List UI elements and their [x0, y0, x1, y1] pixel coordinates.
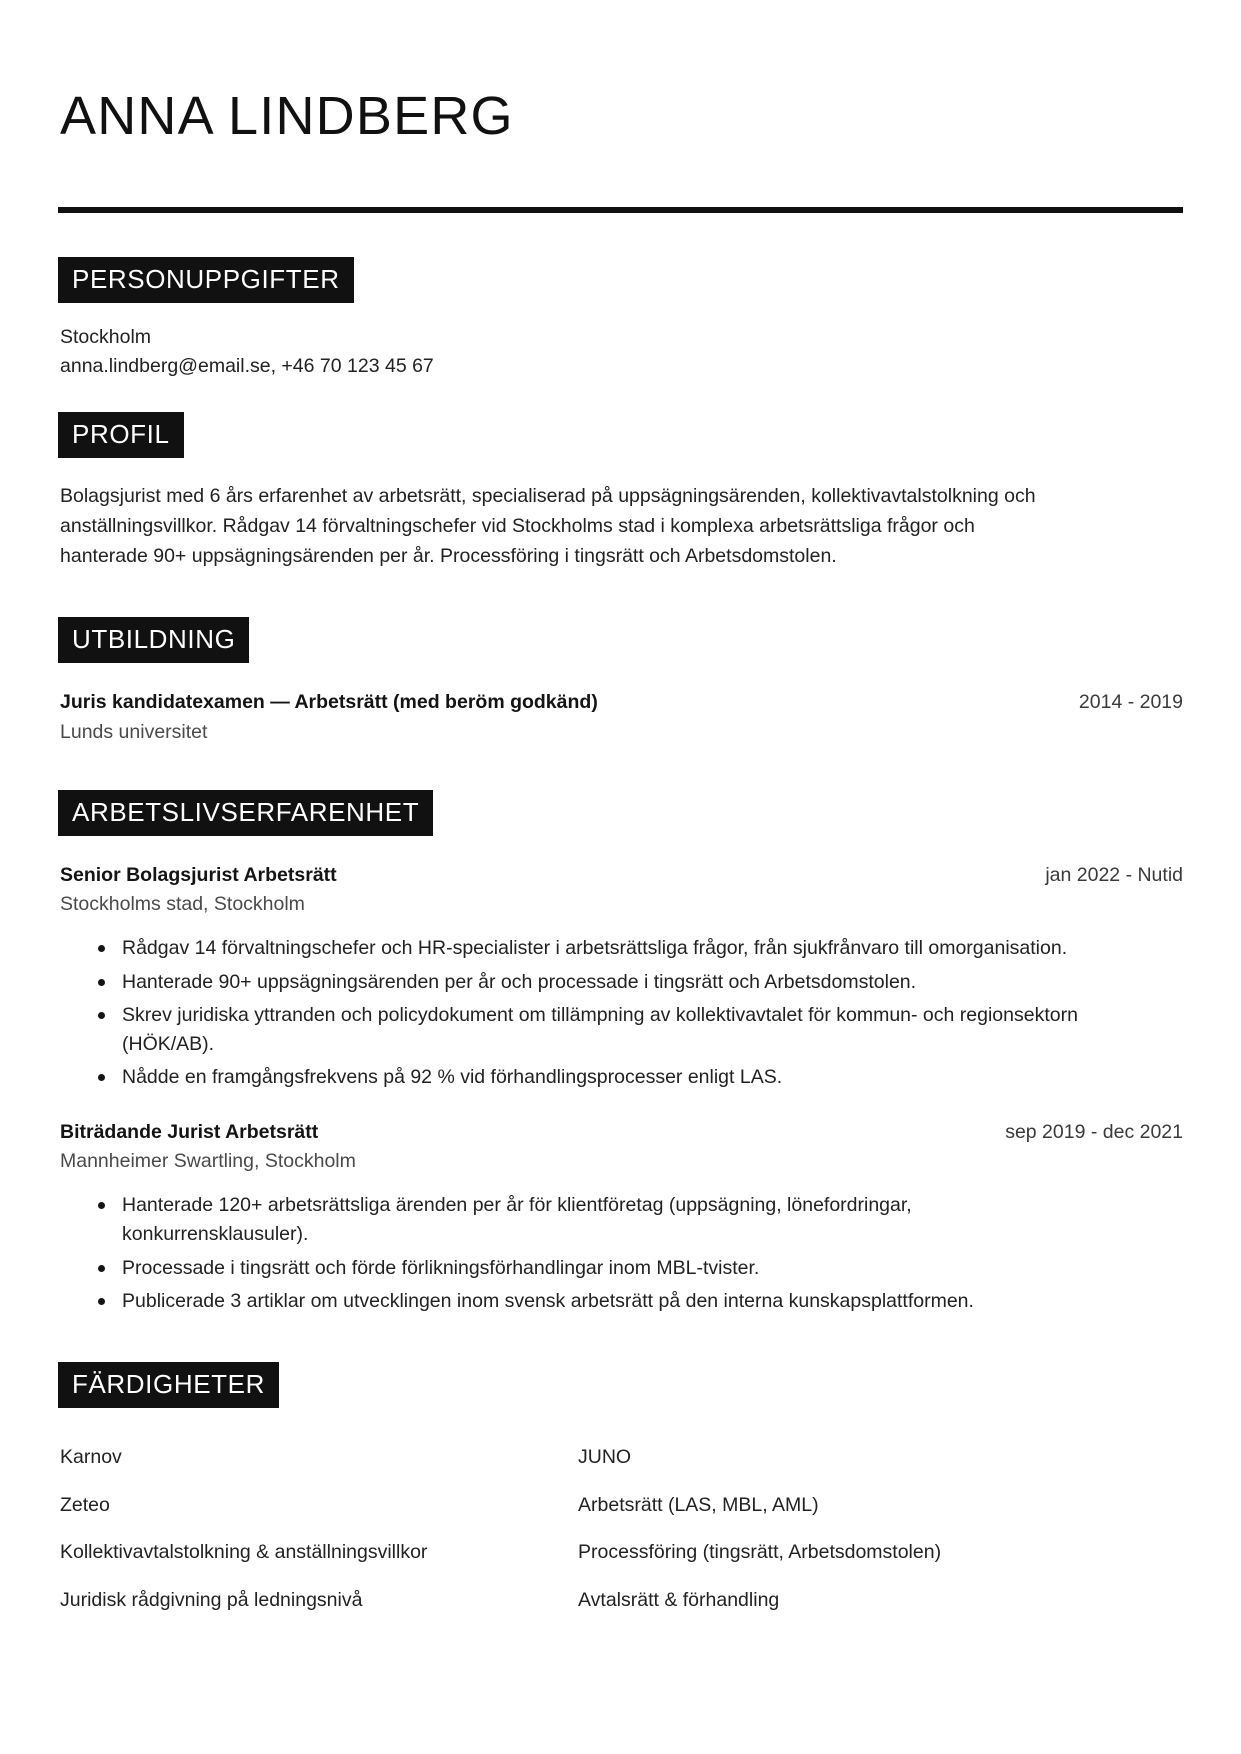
- job-date-range: sep 2019 - dec 2021: [1005, 1120, 1183, 1143]
- job-bullet-list: [60, 1191, 1183, 1316]
- header-divider: [58, 207, 1183, 213]
- job-entry: [58, 862, 1183, 1093]
- section-personal-details: [58, 257, 1183, 381]
- job-bullet: Nådde en framgångsfrekvens på 92 % vid förhandlingsprocesser enligt LAS.: [96, 1063, 1086, 1092]
- education-entry: [58, 689, 1183, 746]
- education-date-range: 2014 - 2019: [1078, 691, 1183, 714]
- contact-email-phone: anna.lindberg@email.se, +46 70 123 45 67: [60, 354, 434, 377]
- skill-item: Processföring (tingsrätt, Arbetsdomstolen): [578, 1541, 942, 1564]
- job-entry-header: [60, 1119, 1183, 1146]
- job-bullet: Rådgav 14 förvaltningschefer och HR-specialister i arbetsrättsliga frågor, från sjukfrånvaro till omorganisation.: [96, 934, 1086, 963]
- job-entry: [58, 1119, 1183, 1317]
- resume-header: [58, 88, 1183, 213]
- skill-item: Avtalsrätt & förhandling: [578, 1588, 780, 1611]
- profile-summary-text: Bolagsjurist med 6 års erfarenhet av arbetsrätt, specialiserad på uppsägningsärenden, kollektivavtalstolkning och anställningsvillkor. Rådgav 14 förvaltningschefer vid Stockholms stad i komplexa arbetsrättsliga frågor och hanterade 90+ uppsägningsärenden per år. Processföring i tingsrätt och Arbetsdomstolen.: [60, 485, 1036, 567]
- candidate-name: ANNA LINDBERG: [60, 86, 514, 146]
- job-bullet: Publicerade 3 artiklar om utvecklingen inom svensk arbetsrätt på den interna kunskapsplattformen.: [96, 1287, 1086, 1316]
- job-bullet: Hanterade 120+ arbetsrättsliga ärenden per år för klientföretag (uppsägning, lönefordringar, konkurrensklausuler).: [96, 1191, 1086, 1250]
- education-entry-header: [60, 689, 1183, 716]
- section-skills: [58, 1362, 1183, 1624]
- section-heading-personal-details: PERSONUPPGIFTER: [58, 257, 354, 303]
- skill-item: Juridisk rådgivning på ledningsnivå: [60, 1588, 363, 1611]
- job-entry-header: [60, 862, 1183, 889]
- job-date-range: jan 2022 - Nutid: [1045, 863, 1183, 886]
- job-bullet-list: [60, 934, 1183, 1092]
- section-heading-education: UTBILDNING: [58, 617, 249, 663]
- skill-item: Zeteo: [60, 1493, 110, 1516]
- section-education: [58, 617, 1183, 746]
- section-profile: [58, 412, 1183, 571]
- job-bullet: Processade i tingsrätt och förde förlikningsförhandlingar inom MBL-tvister.: [96, 1254, 1086, 1283]
- job-title: Senior Bolagsjurist Arbetsrätt: [60, 863, 337, 886]
- skill-item: JUNO: [578, 1446, 632, 1469]
- education-degree: Juris kandidatexamen — Arbetsrätt (med beröm godkänd): [60, 691, 598, 714]
- skill-item: Karnov: [60, 1446, 122, 1469]
- section-work-experience: [58, 790, 1183, 1316]
- section-heading-profile: PROFIL: [58, 412, 184, 458]
- job-company: Mannheimer Swartling, Stockholm: [60, 1149, 356, 1172]
- job-company: Stockholms stad, Stockholm: [60, 893, 305, 916]
- job-bullet: Skrev juridiska yttranden och policydokument om tillämpning av kollektivavtalet för kommun- och regionsektorn (HÖK/AB).: [96, 1001, 1086, 1060]
- section-heading-work-experience: ARBETSLIVSERFARENHET: [58, 790, 433, 836]
- skills-grid: [58, 1434, 1183, 1624]
- job-title: Biträdande Jurist Arbetsrätt: [60, 1120, 319, 1143]
- skill-item: Arbetsrätt (LAS, MBL, AML): [578, 1493, 819, 1516]
- contact-block: [58, 323, 1183, 381]
- job-bullet: Hanterade 90+ uppsägningsärenden per år och processade i tingsrätt och Arbetsdomstolen.: [96, 968, 1086, 997]
- section-heading-skills: FÄRDIGHETER: [58, 1362, 279, 1408]
- contact-location: Stockholm: [60, 325, 152, 348]
- skill-item: Kollektivavtalstolkning & anställningsvillkor: [60, 1541, 428, 1564]
- education-institution: Lunds universitet: [60, 720, 208, 743]
